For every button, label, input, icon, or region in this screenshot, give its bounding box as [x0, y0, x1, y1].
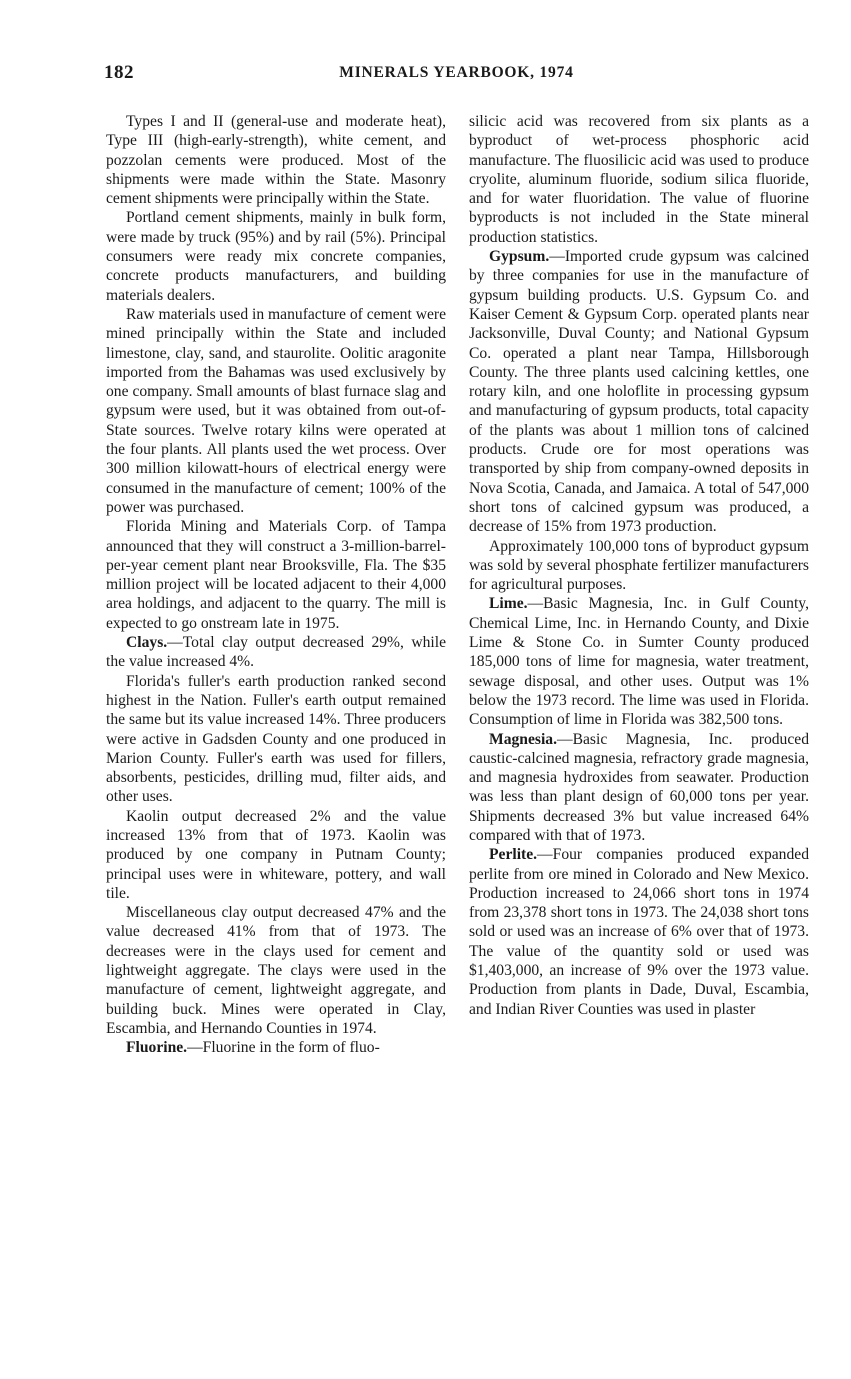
paragraph-misc-clay: Miscellaneous clay output decreased 47% and the value decreased 41% from that of 1973. The decreases were in the clays used for cement and lightweight aggregate. The clays were used in the manufacture of cement, lightweight aggregate, and building buck. Mines were operated in Clay, Escambia, and Hernando Counties in 1974.: [106, 904, 446, 1037]
left-column: [106, 112, 446, 1058]
paragraph-new-cement-plant: Florida Mining and Materials Corp. of Tampa announced that they will construct a 3-million-barrel-per-year cement plant near Brooksville, Fla. The $35 million project will be located adjacent to their 4,000 area holdings, and adjacent to the quarry. The mill is expected to go onstream late in 1975.: [106, 518, 446, 632]
heading-lime: Lime.: [489, 595, 528, 613]
paragraph-lime: Lime.—Basic Magnesia, Inc. in Gulf County, Chemical Lime, Inc. in Hernando County, and Dixie Lime & Stone Co. in Sumter County produced 185,000 tons of lime for magnesia, water treatment, sewage disposal, and other uses. Output was 1% below the 1973 record. The lime was used in Florida. Consumption of lime in Florida was 382,500 tons.: [469, 595, 809, 729]
heading-fluorine: Fluorine.: [126, 1039, 188, 1057]
paragraph-byproduct-gypsum: Approximately 100,000 tons of byproduct gypsum was sold by several phosphate fertilizer manufacturers for agricultural purposes.: [469, 537, 809, 594]
paragraph-fluorine-continued: silicic acid was recovered from six plants as a byproduct of wet-process phosphoric acid manufacture. The fluosilicic acid was used to produce cryolite, aluminum fluoride, sodium silica fluoride, and for water fluoridation. The value of fluorine byproducts is not included in the State mineral production statistics.: [469, 113, 809, 246]
running-title: MINERALS YEARBOOK, 1974: [339, 64, 574, 81]
paragraph-raw-materials: Raw materials used in manufacture of cement were mined principally within the State and included limestone, clay, sand, and staurolite. Oolitic aragonite imported from the Bahamas was used exclusively by one company. Small amounts of blast furnace slag and gypsum were used, but it was obtained from out-of-State sources. Twelve rotary kilns were operated at the four plants. All plants used the wet process. Over 300 million kilowatt-hours of electrical energy were consumed in the manufacture of cement; 100% of the power was purchased.: [106, 305, 446, 516]
heading-magnesia: Magnesia.: [489, 730, 558, 748]
right-column: [469, 112, 809, 1019]
paragraph-cement-types: Types I and II (general-use and moderate heat), Type III (high-early-strength), white cement, and pozzolan cements were produced. Most of the shipments were made within the State. Masonry cement shipments were principally within the State.: [106, 113, 446, 208]
paragraph-cement-shipments: Portland cement shipments, mainly in bulk form, were made by truck (95%) and by rail (5%). Principal consumers were ready mix concrete companies, concrete products manufacturers, and building materials dealers.: [106, 209, 446, 304]
paragraph-clays: Clays.—Total clay output decreased 29%, while the value increased 4%.: [106, 634, 446, 671]
heading-perlite: Perlite.: [489, 846, 538, 864]
heading-gypsum: Gypsum.: [489, 248, 550, 266]
page-number: 182: [104, 62, 134, 83]
paragraph-perlite: Perlite.—Four companies produced expanded perlite from ore mined in Colorado and New Mexico. Production increased to 24,066 short tons in 1974 from 23,378 short tons in 1973. The 24,038 short tons sold or used was an increase of 6% over that of 1973. The value of the quantity sold or used was $1,403,000, an increase of 9% over the 1973 value. Production from plants in Dade, Duval, Escambia, and Indian River Counties was used in plaster: [469, 846, 809, 1018]
paragraph-fullers-earth: Florida's fuller's earth production ranked second highest in the Nation. Fuller's earth output remained the same but its value increased 14%. Three producers were active in Gadsden County and one produced in Marion County. Fuller's earth was used for fillers, absorbents, pesticides, drilling mud, filter aids, and other uses.: [106, 672, 446, 806]
paragraph-magnesia: Magnesia.—Basic Magnesia, Inc. produced caustic-calcined magnesia, refractory grade magnesia, and magnesia hydroxides from seawater. Production was less than plant design of 60,000 tons per year. Shipments decreased 3% but value increased 64% compared with that of 1973.: [469, 730, 809, 844]
page-header: [104, 62, 809, 86]
paragraph-fluorine: Fluorine.—Fluorine in the form of fluo-: [126, 1039, 380, 1057]
paragraph-kaolin: Kaolin output decreased 2% and the value increased 13% from that of 1973. Kaolin was produced by one company in Putnam County; principal uses were in whiteware, pottery, and wall tile.: [106, 807, 446, 902]
paragraph-gypsum: Gypsum.—Imported crude gypsum was calcined by three companies for use in the manufacture of gypsum building products. U.S. Gypsum Co. and Kaiser Cement & Gypsum Corp. operated plants near Jacksonville, Duval County; and National Gypsum Co. operated a plant near Tampa, Hillsborough County. The three plants used calcining kettles, one rotary kiln, and one holoflite in processing gypsum and manufacturing of gypsum products, total capacity of the plants was about 1 million tons of calcined products. Crude ore for most operations was transported by ship from company-owned deposits in Nova Scotia, Canada, and Jamaica. A total of 547,000 short tons of calcined gypsum was produced, a decrease of 15% from 1973 production.: [469, 248, 809, 536]
heading-clays: Clays.: [126, 634, 168, 652]
